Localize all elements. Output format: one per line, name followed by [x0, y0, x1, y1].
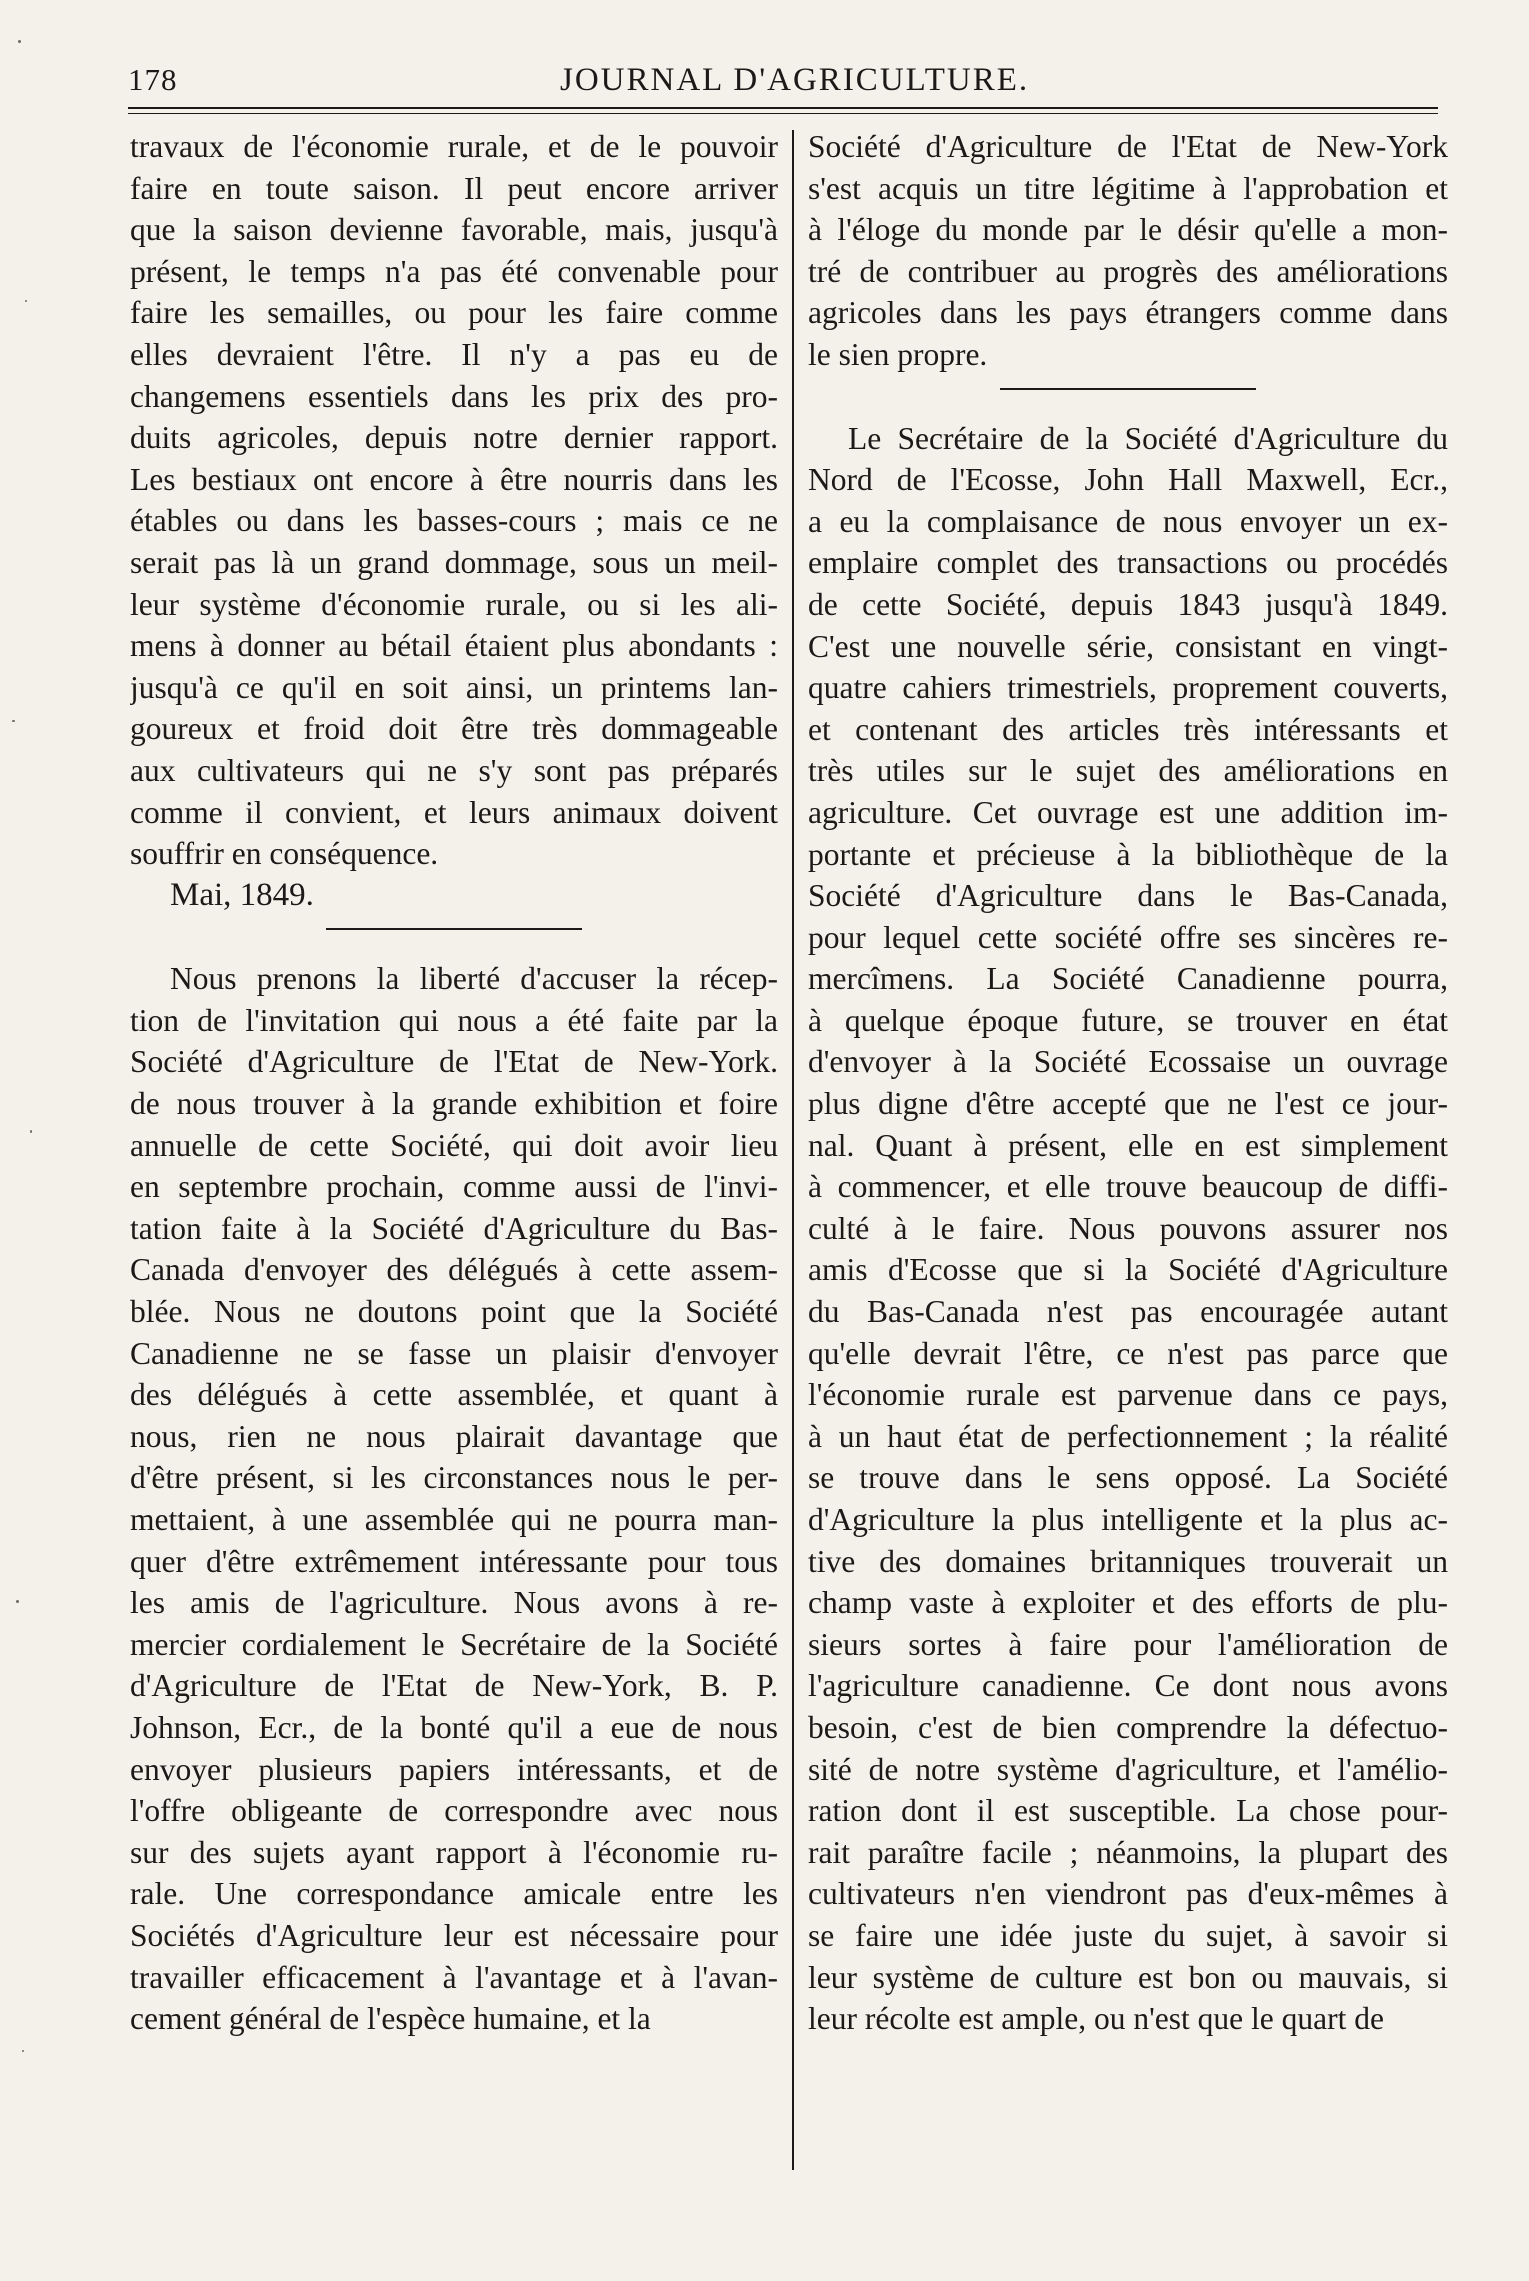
left-para-1-line: Les bestiaux ont encore à être nourris dans les [130, 461, 778, 497]
right-para-2-line: à quelque époque future, se trouver en état [808, 1002, 1448, 1038]
left-para-2-line: Nous prenons la liberté d'accuser la récep- [170, 961, 778, 997]
right-para-2-line: à commencer, et elle trouve beaucoup de diffi- [808, 1169, 1448, 1205]
right-para-2-line: ration dont il est susceptible. La chose pour- [808, 1793, 1448, 1829]
right-para-2-line: quatre cahiers trimestriels, proprement couverts, [808, 670, 1448, 706]
right-para-2-line: très utiles sur le sujet des améliorations en [808, 753, 1448, 789]
right-para-2-line: nal. Quant à présent, elle en est simplement [808, 1127, 1448, 1163]
dateline: Mai, 1849. [170, 876, 314, 913]
page-number: 178 [128, 62, 178, 97]
left-para-2-line: rale. Une correspondance amicale entre les [130, 1876, 778, 1912]
right-para-2-line: se faire une idée juste du sujet, à savoir si [808, 1917, 1448, 1953]
right-para-1-line: tré de contribuer au progrès des améliorations [808, 253, 1448, 289]
left-para-1-line: serait pas là un grand dommage, sous un meil- [130, 544, 778, 580]
left-para-1-line: travaux de l'économie rurale, et de le pouvoir [130, 129, 778, 164]
left-para-2-line: annuelle de cette Société, qui doit avoir lieu [130, 1127, 778, 1163]
print-speck [12, 720, 15, 722]
print-speck [18, 40, 21, 43]
right-para-2-line: champ vaste à exploiter et des efforts de plu- [808, 1585, 1448, 1621]
left-para-1 [130, 126, 778, 875]
right-para-2-line: sieurs sortes à faire pour l'amélioration de [808, 1626, 1448, 1662]
right-para-1-line: à l'éloge du monde par le désir qu'elle a mon- [808, 212, 1448, 248]
right-para-2-line: de cette Société, depuis 1843 jusqu'à 1849. [808, 586, 1448, 622]
right-para-2-line: besoin, c'est de bien comprendre la défectuo- [808, 1709, 1448, 1745]
right-column [808, 126, 1448, 2040]
left-para-2-line: tation faite à la Société d'Agriculture du Bas- [130, 1210, 778, 1246]
print-speck [22, 2050, 24, 2052]
left-para-2-line: envoyer plusieurs papiers intéressants, et de [130, 1751, 778, 1787]
right-para-2-line: C'est une nouvelle série, consistant en vingt- [808, 628, 1448, 664]
left-para-1-line: faire les semailles, ou pour les faire comme [130, 295, 778, 331]
right-para-2-line: leur récolte est ample, ou n'est que le quart de [808, 2001, 1384, 2037]
right-para-2-line: Nord de l'Ecosse, John Hall Maxwell, Ecr., [808, 462, 1448, 498]
right-para-2-line: plus digne d'être accepté que ne l'est ce jour- [808, 1086, 1448, 1122]
left-para-2-line: l'offre obligeante de correspondre avec nous [130, 1793, 778, 1829]
right-para-2-line: d'envoyer à la Société Ecossaise un ouvrage [808, 1044, 1448, 1080]
section-divider-left [326, 928, 582, 930]
left-para-1-line: comme il convient, et leurs animaux doivent [130, 794, 778, 830]
left-para-2-line: travailler efficacement à l'avantage et à l'avan- [130, 1959, 778, 1995]
right-para-2-line: pour lequel cette société offre ses sincères re- [808, 919, 1448, 955]
right-para-2-line: portante et précieuse à la bibliothèque de la [808, 836, 1448, 872]
left-para-2-line: sur des sujets ayant rapport à l'économie ru- [130, 1834, 778, 1870]
right-para-1-line: agricoles dans les pays étrangers comme dans [808, 295, 1448, 331]
right-para-2-line: cultivateurs n'en viendront pas d'eux-mêmes à [808, 1876, 1448, 1912]
right-para-2-line: leur système de culture est bon ou mauvais, si [808, 1959, 1448, 1995]
left-para-2-line: tion de l'invitation qui nous a été faite par la [130, 1002, 778, 1038]
right-para-2-line: sité de notre système d'agriculture, et l'amélio- [808, 1751, 1448, 1787]
left-para-2-line: mettaient, à une assemblée qui ne pourra man- [130, 1502, 778, 1537]
left-para-2-line: Canada d'envoyer des délégués à cette assem- [130, 1252, 778, 1288]
left-para-1-line: que la saison devienne favorable, mais, jusqu'à [130, 212, 778, 248]
right-para-2-line: rait paraître facile ; néanmoins, la plupart des [808, 1834, 1448, 1870]
section-divider-right [1000, 388, 1256, 390]
right-para-2-line: à un haut état de perfectionnement ; la réalité [808, 1418, 1448, 1454]
print-speck [30, 1130, 32, 1133]
left-para-2-line: Société d'Agriculture de l'Etat de New-York. [130, 1044, 778, 1080]
right-para-1 [808, 126, 1448, 376]
left-para-1-line: présent, le temps n'a pas été convenable pour [130, 253, 778, 289]
left-para-1-line: étables ou dans les basses-cours ; mais ce ne [130, 503, 778, 539]
left-para-2-line: d'Agriculture de l'Etat de New-York, B. P. [130, 1668, 778, 1704]
left-para-1-line: leur système d'économie rurale, ou si les ali- [130, 586, 778, 622]
right-para-2-line: a eu la complaisance de nous envoyer un ex- [808, 503, 1448, 539]
right-para-2-line: du Bas-Canada n'est pas encouragée autant [808, 1294, 1448, 1330]
left-para-2-line: nous, rien ne nous plairait davantage que [130, 1418, 778, 1454]
left-para-2-line: de nous trouver à la grande exhibition et foire [130, 1086, 778, 1122]
left-para-2-line: cement général de l'espèce humaine, et la [130, 2001, 651, 2037]
left-para-2-line: quer d'être extrêmement intéressante pour tous [130, 1543, 778, 1579]
left-para-1-line: aux cultivateurs qui ne s'y sont pas préparés [130, 752, 778, 788]
left-para-1-line: souffrir en conséquence. [130, 836, 439, 872]
header-rule-thick [128, 107, 1438, 109]
left-para-2-line: des délégués à cette assemblée, et quant à [130, 1377, 778, 1413]
right-para-2-line: et contenant des articles très intéressants et [808, 711, 1448, 747]
left-para-1-line: jusqu'à ce qu'il en soit ainsi, un printems lan- [130, 669, 778, 705]
right-para-1-line: Société d'Agriculture de l'Etat de New-York [808, 129, 1448, 164]
right-para-2-line: l'économie rurale est parvenue dans ce pays, [808, 1377, 1448, 1413]
right-para-2-line: qu'elle devrait l'être, ce n'est pas parce que [808, 1335, 1448, 1371]
left-para-2-line: en septembre prochain, comme aussi de l'invi- [130, 1169, 778, 1205]
print-speck [25, 300, 27, 302]
left-column [130, 126, 778, 2040]
left-para-1-line: elles devraient l'être. Il n'y a pas eu de [130, 336, 778, 372]
right-para-2-line: l'agriculture canadienne. Ce dont nous avons [808, 1668, 1448, 1704]
right-para-2-line: Le Secrétaire de la Société d'Agriculture du [848, 420, 1448, 456]
left-para-1-line: goureux et froid doit être très dommageable [130, 711, 778, 747]
right-para-2-line: d'Agriculture la plus intelligente et la plus ac- [808, 1502, 1448, 1537]
left-para-1-line: duits agricoles, depuis notre dernier rapport. [130, 420, 778, 456]
left-para-1-line: mens à donner au bétail étaient plus abondants : [130, 628, 778, 664]
left-para-2-line: mercier cordialement le Secrétaire de la Société [130, 1626, 778, 1662]
left-para-1-line: changemens essentiels dans les prix des pro- [130, 378, 778, 414]
column-divider [792, 130, 794, 2170]
right-para-1-line: le sien propre. [808, 336, 988, 372]
left-para-2-line: blée. Nous ne doutons point que la Société [130, 1294, 778, 1330]
left-para-2-line: Sociétés d'Agriculture leur est nécessaire pour [130, 1917, 778, 1953]
left-para-2-line: Canadienne ne se fasse un plaisir d'envoyer [130, 1335, 778, 1371]
right-para-2 [808, 418, 1448, 2040]
left-para-2-line: Johnson, Ecr., de la bonté qu'il a eue de nous [130, 1709, 778, 1745]
right-para-2-line: agriculture. Cet ouvrage est une addition im- [808, 794, 1448, 830]
right-para-2-line: amis d'Ecosse que si la Société d'Agriculture [808, 1252, 1448, 1288]
right-para-2-line: se trouve dans le sens opposé. La Société [808, 1460, 1448, 1496]
right-para-2-line: culté à le faire. Nous pouvons assurer nos [808, 1210, 1448, 1246]
print-speck [16, 1600, 19, 1603]
left-para-1-line: faire en toute saison. Il peut encore arriver [130, 170, 778, 206]
right-para-2-line: tive des domaines britanniques trouverait un [808, 1543, 1448, 1579]
left-para-2-line: les amis de l'agriculture. Nous avons à re- [130, 1585, 778, 1621]
right-para-2-line: emplaire complet des transactions ou procédés [808, 545, 1448, 581]
left-para-2-line: d'être présent, si les circonstances nous le per- [130, 1460, 778, 1496]
running-title: JOURNAL D'AGRICULTURE. [560, 62, 1030, 98]
right-para-2-line: mercîmens. La Société Canadienne pourra, [808, 961, 1448, 997]
right-para-1-line: s'est acquis un titre légitime à l'approbation et [808, 170, 1448, 206]
header-rule-thin [128, 113, 1438, 114]
right-para-2-line: Société d'Agriculture dans le Bas-Canada, [808, 878, 1448, 914]
left-para-2 [130, 958, 778, 2039]
